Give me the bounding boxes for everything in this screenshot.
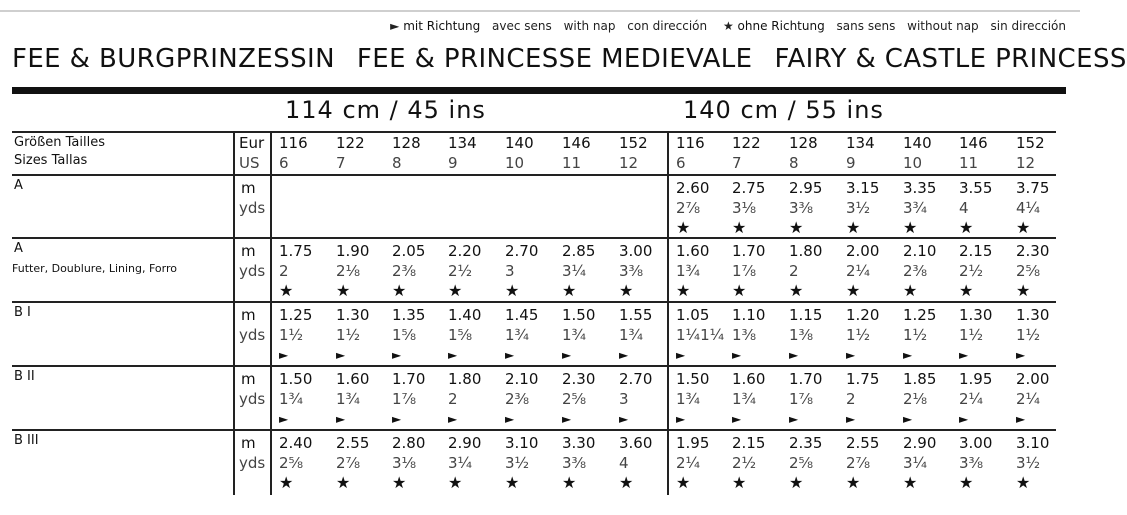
unit-yds: yds (239, 390, 266, 408)
star-icon: ★ (676, 281, 691, 300)
metres-value: 3.75 (1016, 179, 1050, 197)
yards-value: 1½ (336, 326, 361, 344)
yards-value: 3¾ (903, 199, 928, 217)
metres-value: 1.10 (732, 306, 766, 324)
arrow-icon: ► (676, 412, 686, 426)
yards-value: 1¾ (562, 326, 587, 344)
metres-value: 2.35 (789, 434, 823, 452)
arrow-icon: ► (846, 348, 856, 362)
yards-value: 1½ (1016, 326, 1041, 344)
us-size: 9 (448, 154, 458, 172)
us-size: 11 (959, 154, 979, 172)
fabric-width-114: 114 cm / 45 ins (285, 96, 486, 124)
star-icon: ★ (562, 473, 577, 492)
metres-value: 1.80 (448, 370, 482, 388)
metres-value: 1.30 (336, 306, 370, 324)
metres-value: 1.40 (448, 306, 482, 324)
yards-value: 2¼ (959, 390, 984, 408)
yards-value: 3½ (1016, 454, 1041, 472)
us-size: 6 (676, 154, 686, 172)
star-icon: ★ (903, 473, 918, 492)
star-icon: ★ (903, 281, 918, 300)
metres-value: 3.15 (846, 179, 880, 197)
metres-value: 2.90 (448, 434, 482, 452)
unit-m: m (241, 306, 256, 324)
us-size: 12 (1016, 154, 1036, 172)
yards-value: 3½ (846, 199, 871, 217)
star-icon: ★ (846, 281, 861, 300)
metres-value: 1.60 (336, 370, 370, 388)
us-size: 11 (562, 154, 582, 172)
metres-value: 1.80 (789, 242, 823, 260)
yards-value: 3 (505, 262, 515, 280)
metres-value: 2.85 (562, 242, 596, 260)
unit-m: m (241, 242, 256, 260)
yards-value: 2¼ (1016, 390, 1041, 408)
metres-value: 2.15 (959, 242, 993, 260)
star-icon: ★ (789, 281, 804, 300)
metres-value: 2.40 (279, 434, 313, 452)
star-icon: ★ (619, 473, 634, 492)
arrow-icon: ► (1016, 348, 1026, 362)
arrow-icon: ► (336, 412, 346, 426)
arrow-icon: ► (789, 412, 799, 426)
metres-value: 3.55 (959, 179, 993, 197)
arrow-icon: ► (392, 348, 402, 362)
yards-value: 2⅛ (336, 262, 361, 280)
metres-value: 1.50 (562, 306, 596, 324)
metres-value: 1.95 (676, 434, 710, 452)
metres-value: 3.10 (505, 434, 539, 452)
star-icon: ★ (1016, 218, 1031, 237)
yards-value: 2½ (448, 262, 473, 280)
arrow-icon: ► (562, 412, 572, 426)
yards-value: 1⅞ (789, 390, 814, 408)
title-fr: FEE & PRINCESSE MEDIEVALE (356, 44, 753, 74)
arrow-icon: ► (789, 348, 799, 362)
yards-value: 1½ (959, 326, 984, 344)
metres-value: 1.55 (619, 306, 653, 324)
metres-value: 2.55 (336, 434, 370, 452)
arrow-icon: ► (676, 348, 686, 362)
yards-value: 2⅝ (562, 390, 587, 408)
yards-value: 3 (619, 390, 629, 408)
yards-value: 3⅜ (789, 199, 814, 217)
star-icon: ★ (619, 281, 634, 300)
yards-value: 1½ (903, 326, 928, 344)
arrow-icon: ► (392, 412, 402, 426)
star-icon: ★ (1016, 473, 1031, 492)
us-size: 8 (789, 154, 799, 172)
yards-value: 1¾ (676, 262, 701, 280)
metres-value: 1.05 (676, 306, 710, 324)
yards-value: 2½ (732, 454, 757, 472)
eur-size: 146 (562, 134, 591, 152)
yards-value: 3⅜ (959, 454, 984, 472)
yards-value: 1¾ (279, 390, 304, 408)
unit-m: m (241, 179, 256, 197)
metres-value: 2.15 (732, 434, 766, 452)
yards-value: 3½ (505, 454, 530, 472)
yards-value: 2¼ (676, 454, 701, 472)
eur-size: 152 (619, 134, 648, 152)
us-size: 10 (903, 154, 923, 172)
yards-value: 2 (448, 390, 458, 408)
metres-value: 3.60 (619, 434, 653, 452)
yards-value: 1¾ (732, 390, 757, 408)
yards-value: 3¼ (562, 262, 587, 280)
metres-value: 3.00 (959, 434, 993, 452)
unit-m: m (241, 434, 256, 452)
metres-value: 2.75 (732, 179, 766, 197)
metres-value: 1.95 (959, 370, 993, 388)
yards-value: 1¼1¼ (676, 326, 725, 344)
metres-value: 1.50 (676, 370, 710, 388)
metres-value: 1.60 (676, 242, 710, 260)
star-icon: ★ (732, 473, 747, 492)
star-icon: ★ (336, 281, 351, 300)
row-label: B II (14, 369, 35, 384)
metres-value: 2.95 (789, 179, 823, 197)
unit-yds: yds (239, 262, 266, 280)
arrow-icon: ► (959, 412, 969, 426)
row-rule (12, 365, 1056, 367)
metres-value: 2.20 (448, 242, 482, 260)
metres-value: 1.25 (279, 306, 313, 324)
yards-value: 3⅛ (732, 199, 757, 217)
legend-without-nap-fr: sans sens (836, 19, 896, 33)
eur-label: Eur (239, 134, 265, 152)
us-size: 8 (392, 154, 402, 172)
row-label: B I (14, 305, 31, 320)
us-size: 7 (336, 154, 346, 172)
arrow-icon: ► (505, 348, 515, 362)
metres-value: 2.05 (392, 242, 426, 260)
yards-value: 3¼ (448, 454, 473, 472)
us-size: 10 (505, 154, 525, 172)
yards-value: 1⅜ (789, 326, 814, 344)
row-rule (12, 429, 1056, 431)
star-icon: ★ (903, 218, 918, 237)
arrow-icon: ► (903, 348, 913, 362)
yards-value: 1¾ (619, 326, 644, 344)
yards-value: 1⅜ (732, 326, 757, 344)
yards-value: 1½ (846, 326, 871, 344)
arrow-icon: ► (619, 412, 629, 426)
yards-value: 1¾ (336, 390, 361, 408)
label-column-rule (233, 131, 235, 495)
star-icon: ★ (448, 281, 463, 300)
yards-value: 1½ (279, 326, 304, 344)
arrow-icon: ► (959, 348, 969, 362)
metres-value: 2.10 (505, 370, 539, 388)
yards-value: 2¼ (846, 262, 871, 280)
star-icon: ★ (959, 218, 974, 237)
arrow-icon: ► (279, 412, 289, 426)
yards-value: 4¼ (1016, 199, 1041, 217)
legend-without-nap-es: sin dirección (990, 19, 1066, 33)
unit-m: m (241, 370, 256, 388)
us-label: US (239, 154, 260, 172)
yards-value: 4 (619, 454, 629, 472)
top-rule (0, 10, 1080, 12)
yards-value: 2⅞ (846, 454, 871, 472)
star-icon: ★ (505, 281, 520, 300)
metres-value: 2.00 (846, 242, 880, 260)
yards-value: 1⅝ (448, 326, 473, 344)
title-rule (12, 87, 1066, 94)
metres-value: 1.30 (959, 306, 993, 324)
arrow-icon: ► (732, 412, 742, 426)
title-de: FEE & BURGPRINZESSIN (12, 44, 335, 74)
yards-value: 3⅜ (562, 454, 587, 472)
star-icon: ★ (789, 473, 804, 492)
us-size: 7 (732, 154, 742, 172)
sizes-label: Sizes Tallas (14, 153, 88, 168)
star-icon: ★ (959, 473, 974, 492)
arrow-icon: ► (448, 348, 458, 362)
width-divider-rule (667, 131, 669, 495)
legend-without-nap-de: ohne Richtung (737, 19, 825, 33)
unit-yds: yds (239, 326, 266, 344)
star-icon: ★ (1016, 281, 1031, 300)
metres-value: 1.20 (846, 306, 880, 324)
metres-value: 1.30 (1016, 306, 1050, 324)
metres-value: 1.70 (789, 370, 823, 388)
arrow-icon: ► (903, 412, 913, 426)
arrow-icon: ► (336, 348, 346, 362)
nap-legend (390, 19, 1066, 33)
arrow-icon: ► (562, 348, 572, 362)
star-icon: ★ (846, 473, 861, 492)
star-icon: ★ (722, 19, 734, 33)
yards-value: 4 (959, 199, 969, 217)
metres-value: 2.55 (846, 434, 880, 452)
metres-value: 2.90 (903, 434, 937, 452)
row-sublabel: Futter, Doublure, Lining, Forro (12, 262, 177, 275)
metres-value: 1.35 (392, 306, 426, 324)
star-icon: ★ (562, 281, 577, 300)
metres-value: 1.60 (732, 370, 766, 388)
star-icon: ★ (392, 473, 407, 492)
yards-value: 2 (789, 262, 799, 280)
metres-value: 3.35 (903, 179, 937, 197)
fabric-width-140: 140 cm / 55 ins (683, 96, 884, 124)
legend-with-nap-de: mit Richtung (403, 19, 481, 33)
metres-value: 1.85 (903, 370, 937, 388)
star-icon: ★ (846, 218, 861, 237)
metres-value: 2.70 (619, 370, 653, 388)
yards-value: 1⅞ (392, 390, 417, 408)
star-icon: ★ (505, 473, 520, 492)
metres-value: 2.70 (505, 242, 539, 260)
eur-size: 122 (336, 134, 365, 152)
eur-size: 146 (959, 134, 988, 152)
yards-value: 2⅝ (279, 454, 304, 472)
star-icon: ★ (336, 473, 351, 492)
us-size: 6 (279, 154, 289, 172)
legend-with-nap-en: with nap (563, 19, 616, 33)
eur-size: 140 (505, 134, 534, 152)
metres-value: 3.10 (1016, 434, 1050, 452)
arrow-icon: ► (448, 412, 458, 426)
unit-yds: yds (239, 199, 266, 217)
yards-value: 2½ (959, 262, 984, 280)
metres-value: 2.80 (392, 434, 426, 452)
metres-value: 1.75 (279, 242, 313, 260)
arrow-icon: ► (732, 348, 742, 362)
eur-size: 122 (732, 134, 761, 152)
eur-size: 128 (789, 134, 818, 152)
row-rule (12, 237, 1056, 239)
row-label: A (14, 178, 23, 193)
arrow-icon: ► (390, 19, 400, 33)
arrow-icon: ► (846, 412, 856, 426)
sizes-label: Größen Tailles (14, 135, 106, 150)
metres-value: 2.60 (676, 179, 710, 197)
eur-size: 152 (1016, 134, 1045, 152)
eur-size: 134 (846, 134, 875, 152)
eur-size: 134 (448, 134, 477, 152)
star-icon: ★ (732, 281, 747, 300)
metres-value: 1.75 (846, 370, 880, 388)
yards-value: 1¾ (676, 390, 701, 408)
yards-value: 1⅝ (392, 326, 417, 344)
yards-value: 2⅝ (789, 454, 814, 472)
metres-value: 1.70 (392, 370, 426, 388)
arrow-icon: ► (1016, 412, 1026, 426)
yards-value: 1¾ (505, 326, 530, 344)
metres-value: 1.25 (903, 306, 937, 324)
legend-with-nap-es: con dirección (627, 19, 708, 33)
arrow-icon: ► (619, 348, 629, 362)
legend-with-nap-fr: avec sens (492, 19, 552, 33)
metres-value: 2.30 (562, 370, 596, 388)
arrow-icon: ► (505, 412, 515, 426)
yards-value: 2⅞ (336, 454, 361, 472)
unit-yds: yds (239, 454, 266, 472)
yards-value: 2⅝ (1016, 262, 1041, 280)
star-icon: ★ (789, 218, 804, 237)
yards-value: 2 (846, 390, 856, 408)
star-icon: ★ (732, 218, 747, 237)
metres-value: 2.30 (1016, 242, 1050, 260)
row-label: B III (14, 433, 39, 448)
metres-value: 1.70 (732, 242, 766, 260)
metres-value: 1.90 (336, 242, 370, 260)
pattern-title (12, 44, 1127, 74)
yards-value: 2 (279, 262, 289, 280)
us-size: 12 (619, 154, 639, 172)
yards-value: 2⅛ (903, 390, 928, 408)
yards-value: 3¼ (903, 454, 928, 472)
star-icon: ★ (676, 473, 691, 492)
eur-size: 128 (392, 134, 421, 152)
row-rule (12, 174, 1056, 176)
yards-value: 2⅜ (392, 262, 417, 280)
arrow-icon: ► (279, 348, 289, 362)
star-icon: ★ (676, 218, 691, 237)
title-en: FAIRY & CASTLE PRINCESS (774, 44, 1127, 74)
yards-value: 2⅜ (903, 262, 928, 280)
us-size: 9 (846, 154, 856, 172)
metres-value: 1.45 (505, 306, 539, 324)
star-icon: ★ (279, 473, 294, 492)
metres-value: 1.50 (279, 370, 313, 388)
metres-value: 2.10 (903, 242, 937, 260)
yards-value: 1⅞ (732, 262, 757, 280)
metres-value: 2.00 (1016, 370, 1050, 388)
star-icon: ★ (959, 281, 974, 300)
row-label: A (14, 241, 23, 256)
header-top-rule (12, 131, 1056, 133)
yards-value: 2⅜ (505, 390, 530, 408)
legend-without-nap-en: without nap (907, 19, 979, 33)
metres-value: 3.30 (562, 434, 596, 452)
star-icon: ★ (392, 281, 407, 300)
row-rule (12, 301, 1056, 303)
metres-value: 1.15 (789, 306, 823, 324)
yards-value: 3⅛ (392, 454, 417, 472)
star-icon: ★ (448, 473, 463, 492)
eur-size: 116 (676, 134, 705, 152)
eur-size: 116 (279, 134, 308, 152)
unit-column-rule (270, 131, 272, 495)
yards-value: 3⅜ (619, 262, 644, 280)
eur-size: 140 (903, 134, 932, 152)
star-icon: ★ (279, 281, 294, 300)
metres-value: 3.00 (619, 242, 653, 260)
yards-value: 2⅞ (676, 199, 701, 217)
